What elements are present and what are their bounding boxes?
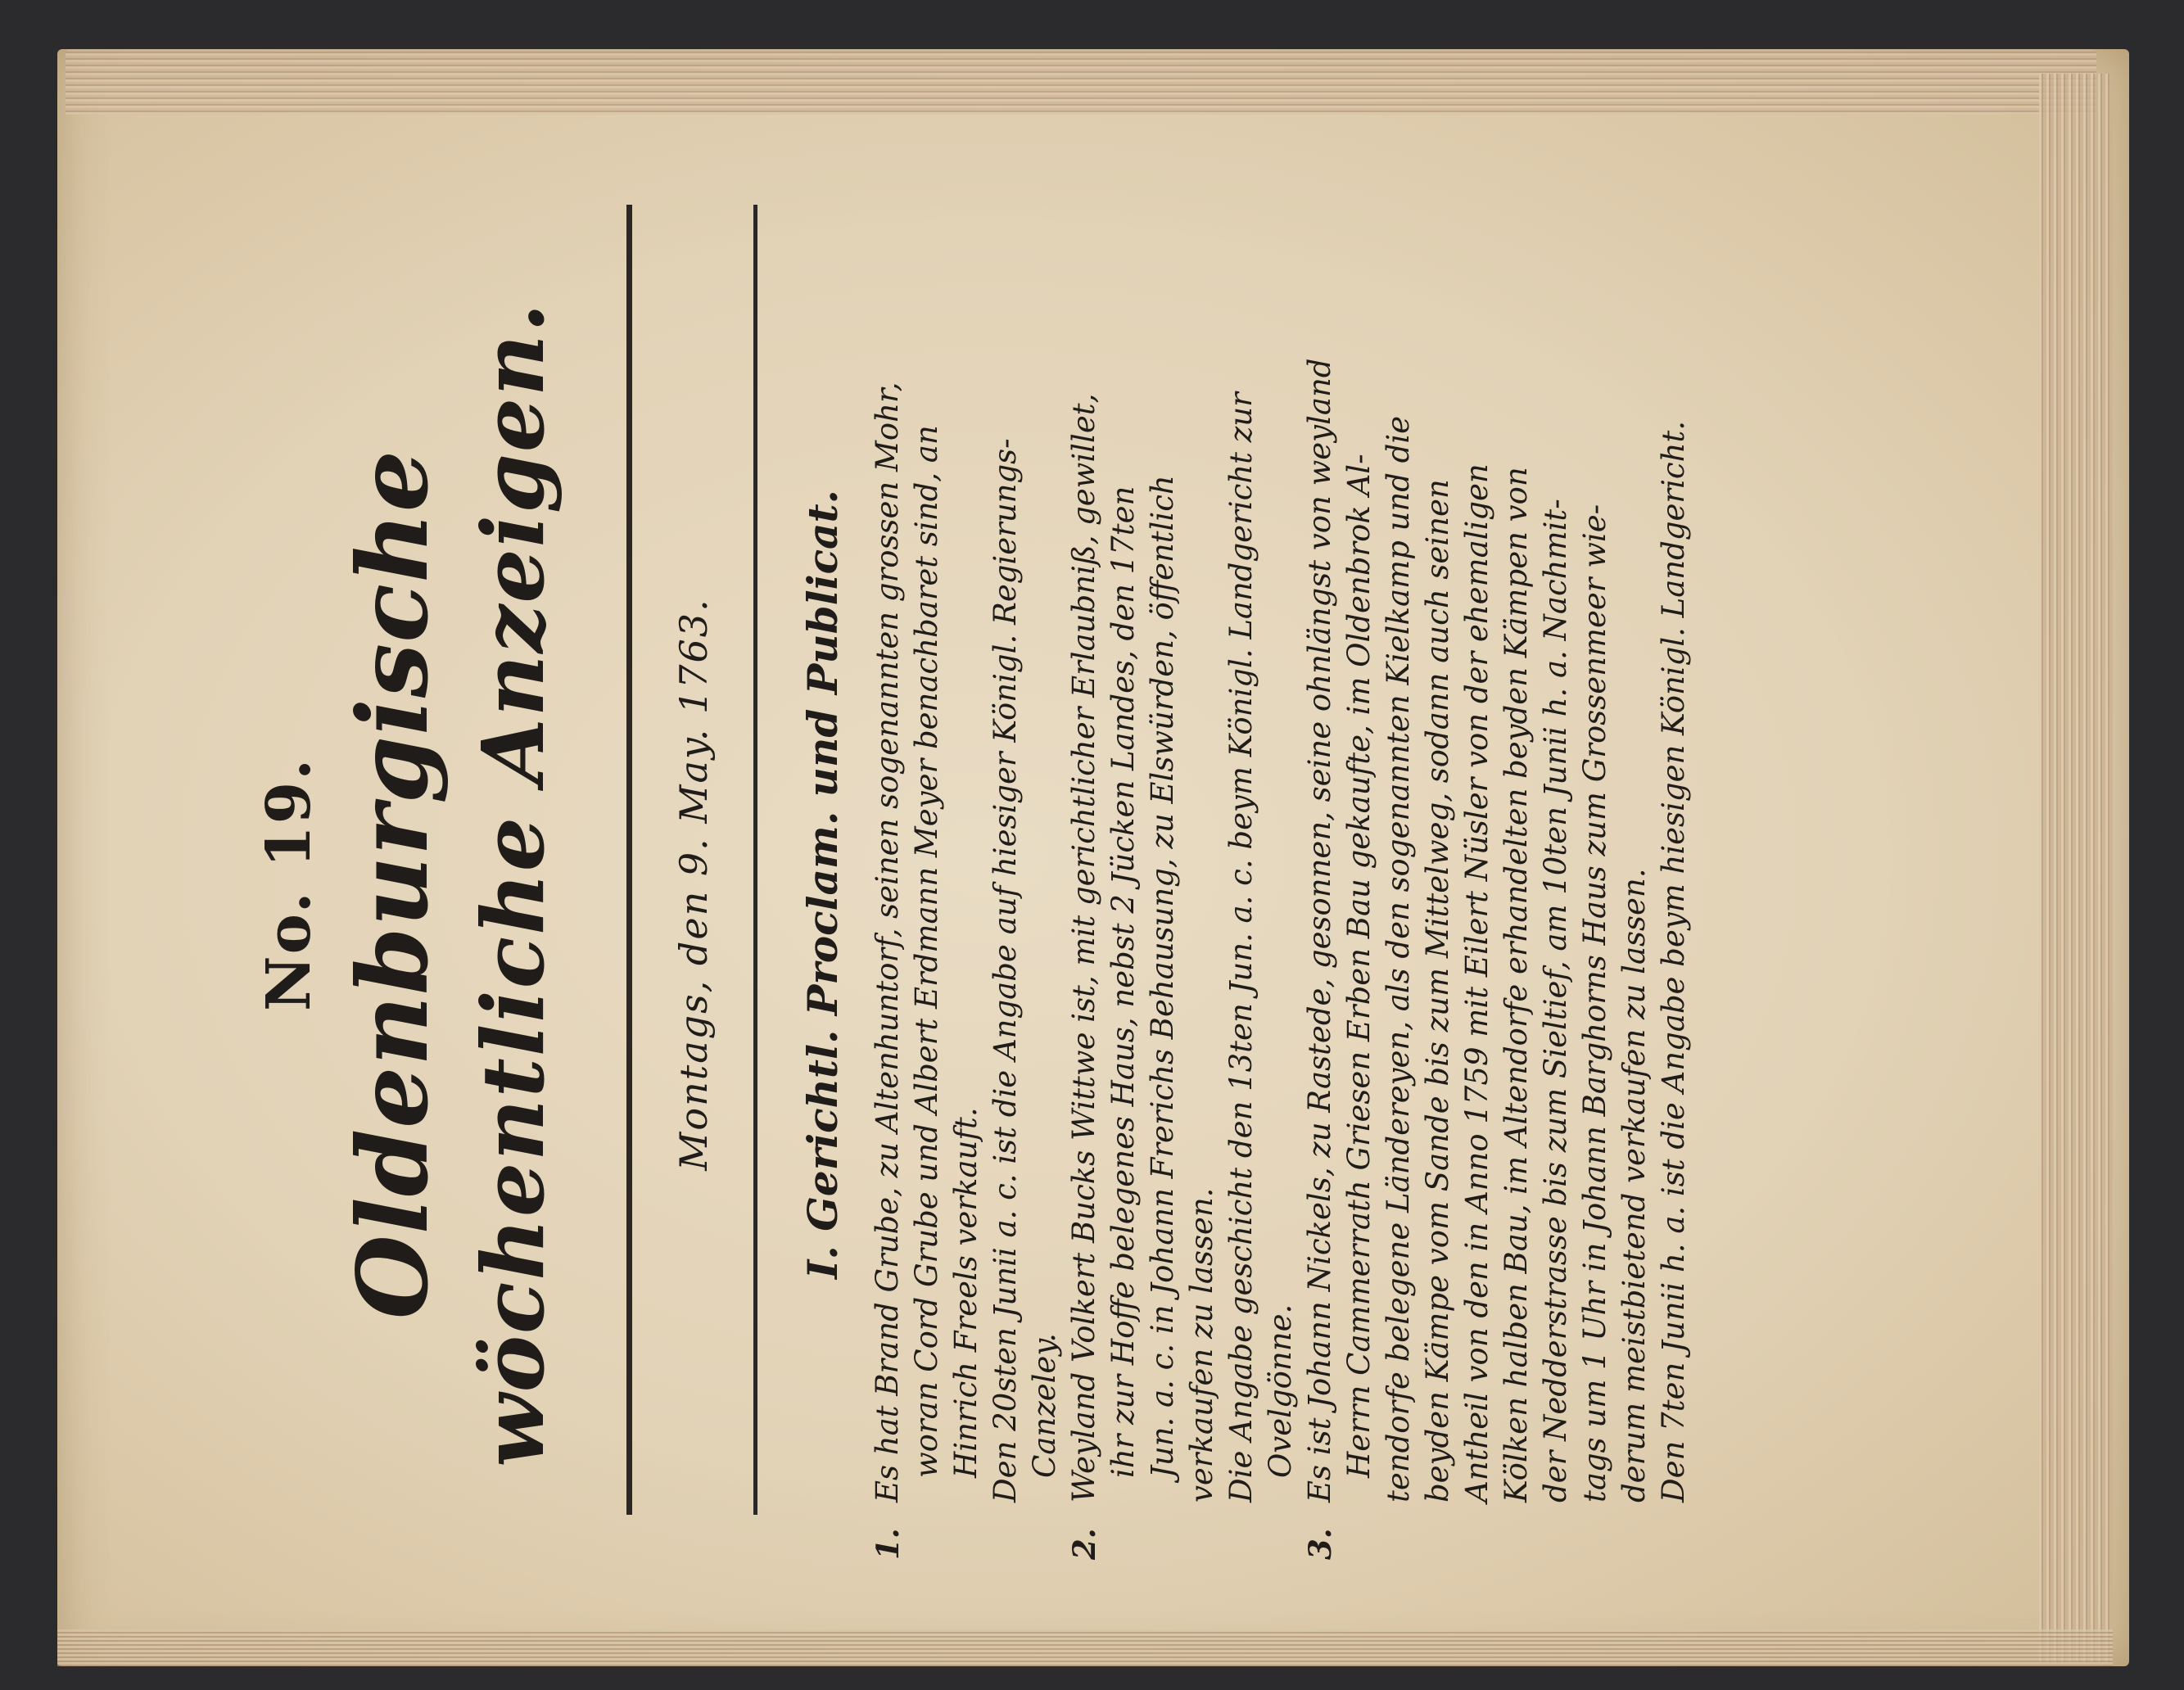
entry-line: derum meistbietend verkaufen zu lassen. bbox=[1617, 868, 1652, 1502]
entry-number: 2. bbox=[1066, 1528, 1102, 1560]
entry-line: Weyland Volkert Bucks Wittwe ist, mit gerichtlicher Erlaubniß, gewillet, bbox=[1066, 393, 1101, 1502]
entry-note-line: Canzeley. bbox=[1027, 1332, 1062, 1478]
entry-number: 1. bbox=[870, 1528, 906, 1560]
entry-line: der Nedderstrasse bis zum Sieltief, am 10ten Junii h. a. Nachmit- bbox=[1538, 499, 1573, 1502]
entry-line: Es ist Johann Nickels, zu Rastede, gesonnen, seine ohnlängst von weyland bbox=[1302, 358, 1337, 1502]
issue-number: No. 19. bbox=[254, 757, 324, 1011]
masthead-title-line1: Oldenburgische bbox=[336, 450, 450, 1319]
section-heading: I. Gerichtl. Proclam. und Publicat. bbox=[798, 490, 847, 1279]
masthead-title-line2: wöchentliche Anzeigen. bbox=[463, 301, 563, 1467]
rule-bottom bbox=[753, 205, 757, 1515]
entry-line: woran Cord Grube und Albert Erdmann Meyer benachbaret sind, an bbox=[909, 425, 944, 1478]
entry-line: beyden Kämpe vom Sande bis zum Mittelweg, sodann auch seinen bbox=[1420, 479, 1455, 1502]
page-edge-top bbox=[66, 49, 2096, 115]
newspaper-text-block bbox=[213, 131, 1875, 1638]
entry-line: verkaufen zu lassen. bbox=[1184, 1187, 1219, 1502]
rule-top bbox=[626, 205, 632, 1515]
notice-entry bbox=[1065, 168, 1300, 1560]
entry-line: Jun. a. c. in Johann Frerichs Behausung, zu Elswürden, öffentlich bbox=[1145, 475, 1180, 1478]
entry-line: Antheil von den in Anno 1759 mit Eilert Nüsler von der ehemaligen bbox=[1459, 463, 1494, 1502]
notice-entry bbox=[1300, 168, 1693, 1560]
notice-entry bbox=[868, 168, 1065, 1560]
entry-line: ihr zur Hoffe belegenes Haus, nebst 2 Jücken Landes, den 17ten bbox=[1106, 486, 1141, 1478]
entry-note-line: Die Angabe geschicht den 13ten Jun. a. c. beym Königl. Landgericht zur bbox=[1223, 392, 1259, 1502]
entry-note-line: Den 7ten Junii h. a. ist die Angabe beym hiesigen Königl. Landgericht. bbox=[1656, 420, 1691, 1502]
dateline: Montags, den 9. May. 1763. bbox=[671, 598, 716, 1171]
entry-line: tags um 1 Uhr in Johann Barghorns Haus zum Grossenmeer wie- bbox=[1577, 504, 1612, 1502]
notices-body bbox=[868, 168, 1693, 1560]
entry-note-line: Den 20sten Junii a. c. ist die Angabe auf hiesiger Königl. Regierungs- bbox=[988, 438, 1023, 1502]
entry-line: tendorfe belegene Ländereyen, als den sogenannten Kielkamp und die bbox=[1381, 415, 1416, 1502]
page-edge-right bbox=[2039, 74, 2113, 1662]
entry-line: Es hat Brand Grube, zu Altenhuntorf, seinen sogenannten grossen Mohr, bbox=[870, 382, 905, 1502]
entry-line: Hinrich Freels verkauft. bbox=[948, 1107, 983, 1478]
entry-line: Kölken halben Bau, im Altendorfe erhandelten beyden Kämpen von bbox=[1499, 467, 1534, 1502]
entry-line: Herrn Cammerrath Griesen Erben Bau gekaufte, im Oldenbrok Al- bbox=[1341, 454, 1377, 1478]
entry-note-line: Ovelgönne. bbox=[1263, 1304, 1298, 1478]
entry-number: 3. bbox=[1302, 1528, 1338, 1560]
